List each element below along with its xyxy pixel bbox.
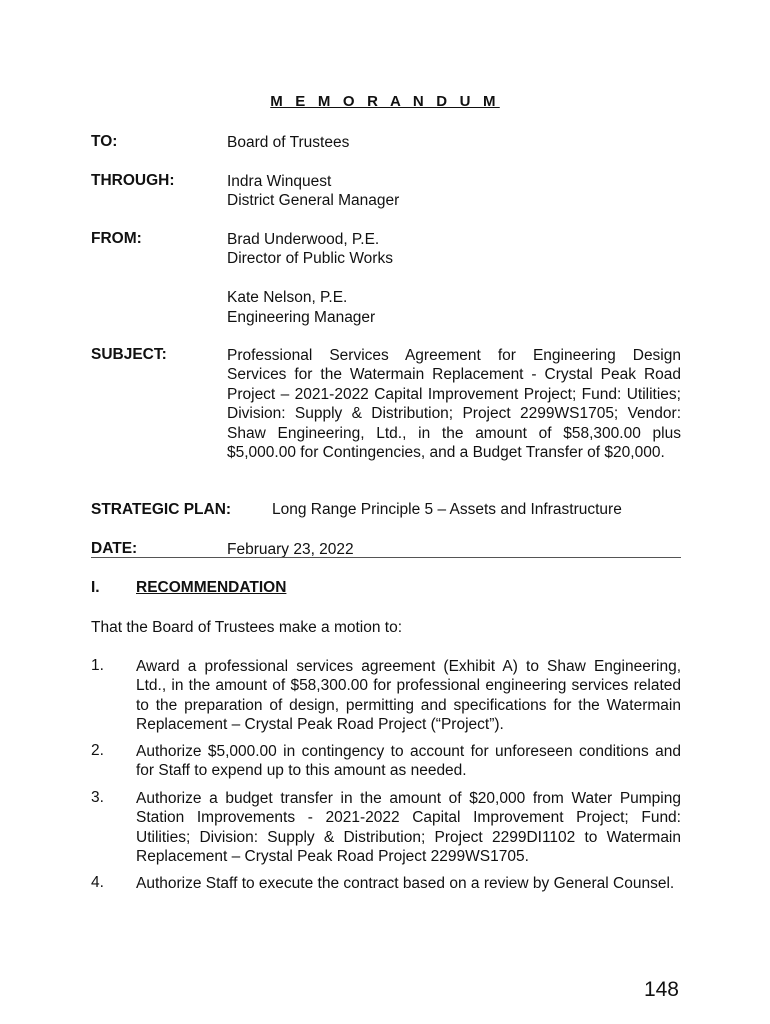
from-label: FROM: xyxy=(91,230,142,247)
section-number: I. xyxy=(91,579,100,596)
section-intro: That the Board of Trustees make a motion to: xyxy=(91,619,403,636)
from-person2-name: Kate Nelson, P.E. xyxy=(227,289,348,307)
strategic-plan-label: STRATEGIC PLAN: xyxy=(91,501,232,518)
to-value: Board of Trustees xyxy=(227,134,350,151)
list-item-text: Authorize $5,000.00 in contingency to account for unforeseen conditions and for Staff to expend up to this amount as needed. xyxy=(136,743,681,780)
from-person1-role: Director of Public Works xyxy=(227,250,393,268)
list-item-number: 4. xyxy=(91,874,104,891)
list-item-number: 1. xyxy=(91,657,104,674)
to-label: TO: xyxy=(91,133,118,150)
page-number: 148 xyxy=(643,978,679,1001)
list-item-text: Authorize Staff to execute the contract based on a review by General Counsel. xyxy=(136,875,675,892)
from-person1-name: Brad Underwood, P.E. xyxy=(227,231,380,248)
section-title: RECOMMENDATION xyxy=(136,579,287,596)
date-label: DATE: xyxy=(91,540,138,557)
through-role: District General Manager xyxy=(227,192,400,210)
date-value: February 23, 2022 xyxy=(227,541,354,558)
header-divider xyxy=(91,557,681,558)
subject-text: Professional Services Agreement for Engineering Design Services for the Watermain Replacement - Crystal Peak Road Project – 2021-2022 Capital Improvement Project; Fund: Utilities; Division: Supply & Distribution; Project 2299WS1705; Vendor: Shaw Engineering, Ltd., in the amount of $58,300.00 plus $5,000.00 for Contingencies, and a Budget Transfer of $20,000. xyxy=(227,347,681,462)
list-item-number: 2. xyxy=(91,742,104,759)
strategic-plan-value: Long Range Principle 5 – Assets and Infrastructure xyxy=(272,501,622,518)
through-name: Indra Winquest xyxy=(227,173,332,190)
subject-label: SUBJECT: xyxy=(91,346,167,363)
from-person2-role: Engineering Manager xyxy=(227,308,376,326)
through-label: THROUGH: xyxy=(91,172,175,189)
list-item-text: Authorize a budget transfer in the amount of $20,000 from Water Pumping Station Improvements - 2021-2022 Capital Improvement Project; Fund: Utilities; Division: Supply & Distribution; Project 2299DI1102 to Watermain Replacement – Crystal Peak Road Project 2299WS1705. xyxy=(136,790,681,866)
list-item-text: Award a professional services agreement (Exhibit A) to Shaw Engineering, Ltd., in the amount of $58,300.00 for professional engineering services related to the preparation of design, permitting and specifications for the Watermain Replacement – Crystal Peak Road Project (“Project”). xyxy=(136,658,681,734)
memo-title: M E M O R A N D U M xyxy=(270,93,500,110)
list-item-number: 3. xyxy=(91,789,104,806)
